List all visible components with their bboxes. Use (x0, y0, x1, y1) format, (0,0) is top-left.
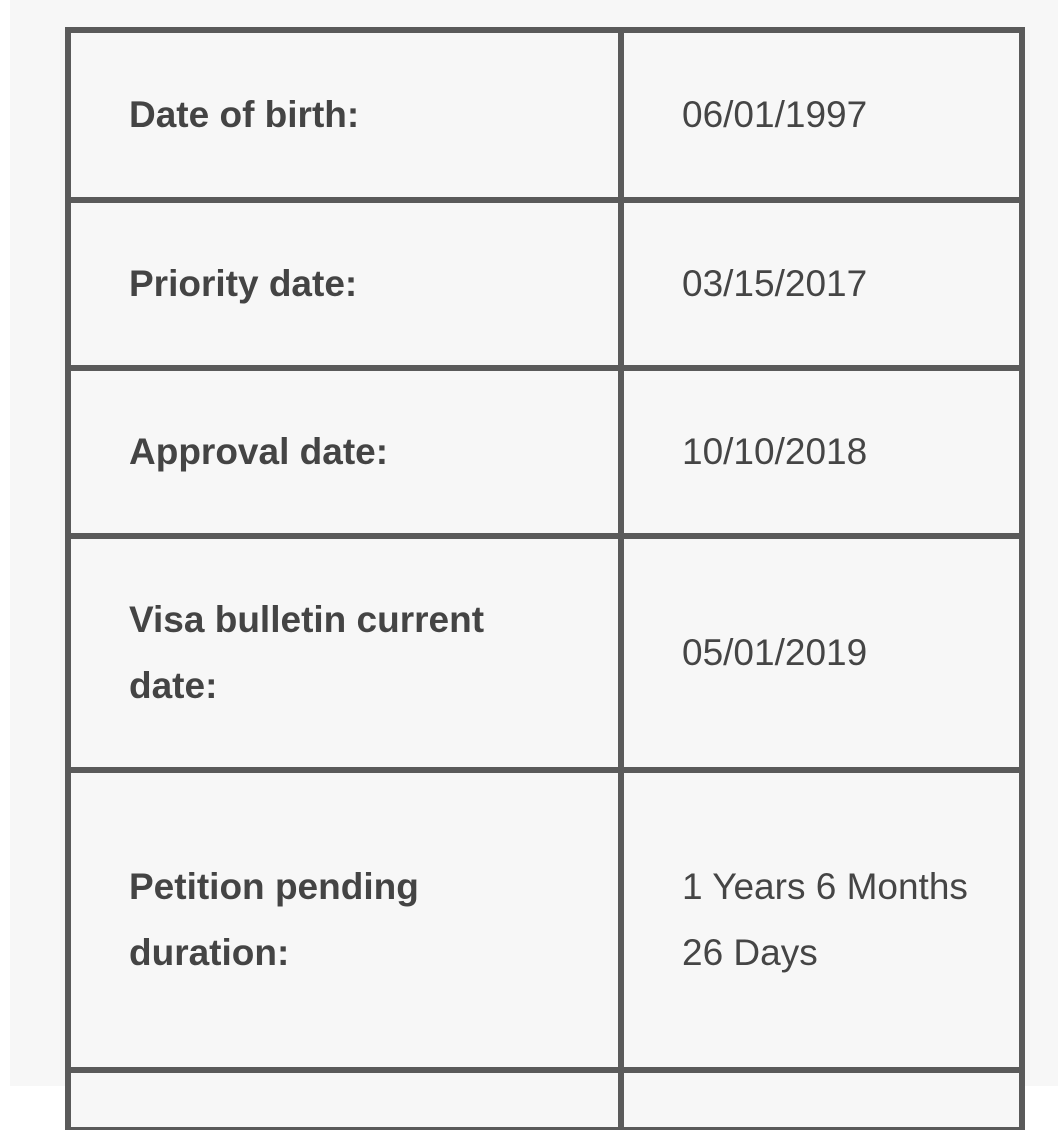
table-cell-empty (68, 1070, 621, 1130)
petition-info-table (65, 27, 1025, 1130)
petition-pending-duration-value: 1 Years 6 Months 26 Days (621, 770, 1022, 1070)
date-of-birth-label: Date of birth: (68, 30, 621, 200)
petition-pending-duration-label: Petition pending duration: (68, 770, 621, 1070)
content-card (10, 0, 1058, 1086)
table-row (68, 30, 1022, 200)
table-row (68, 536, 1022, 770)
table-row (68, 368, 1022, 536)
visa-bulletin-current-date-value: 05/01/2019 (621, 536, 1022, 770)
approval-date-label: Approval date: (68, 368, 621, 536)
table-row (68, 1070, 1022, 1130)
table-row (68, 200, 1022, 368)
table-cell-empty (621, 1070, 1022, 1130)
table-row (68, 770, 1022, 1070)
date-of-birth-value: 06/01/1997 (621, 30, 1022, 200)
priority-date-value: 03/15/2017 (621, 200, 1022, 368)
priority-date-label: Priority date: (68, 200, 621, 368)
approval-date-value: 10/10/2018 (621, 368, 1022, 536)
visa-bulletin-current-date-label: Visa bulletin current date: (68, 536, 621, 770)
